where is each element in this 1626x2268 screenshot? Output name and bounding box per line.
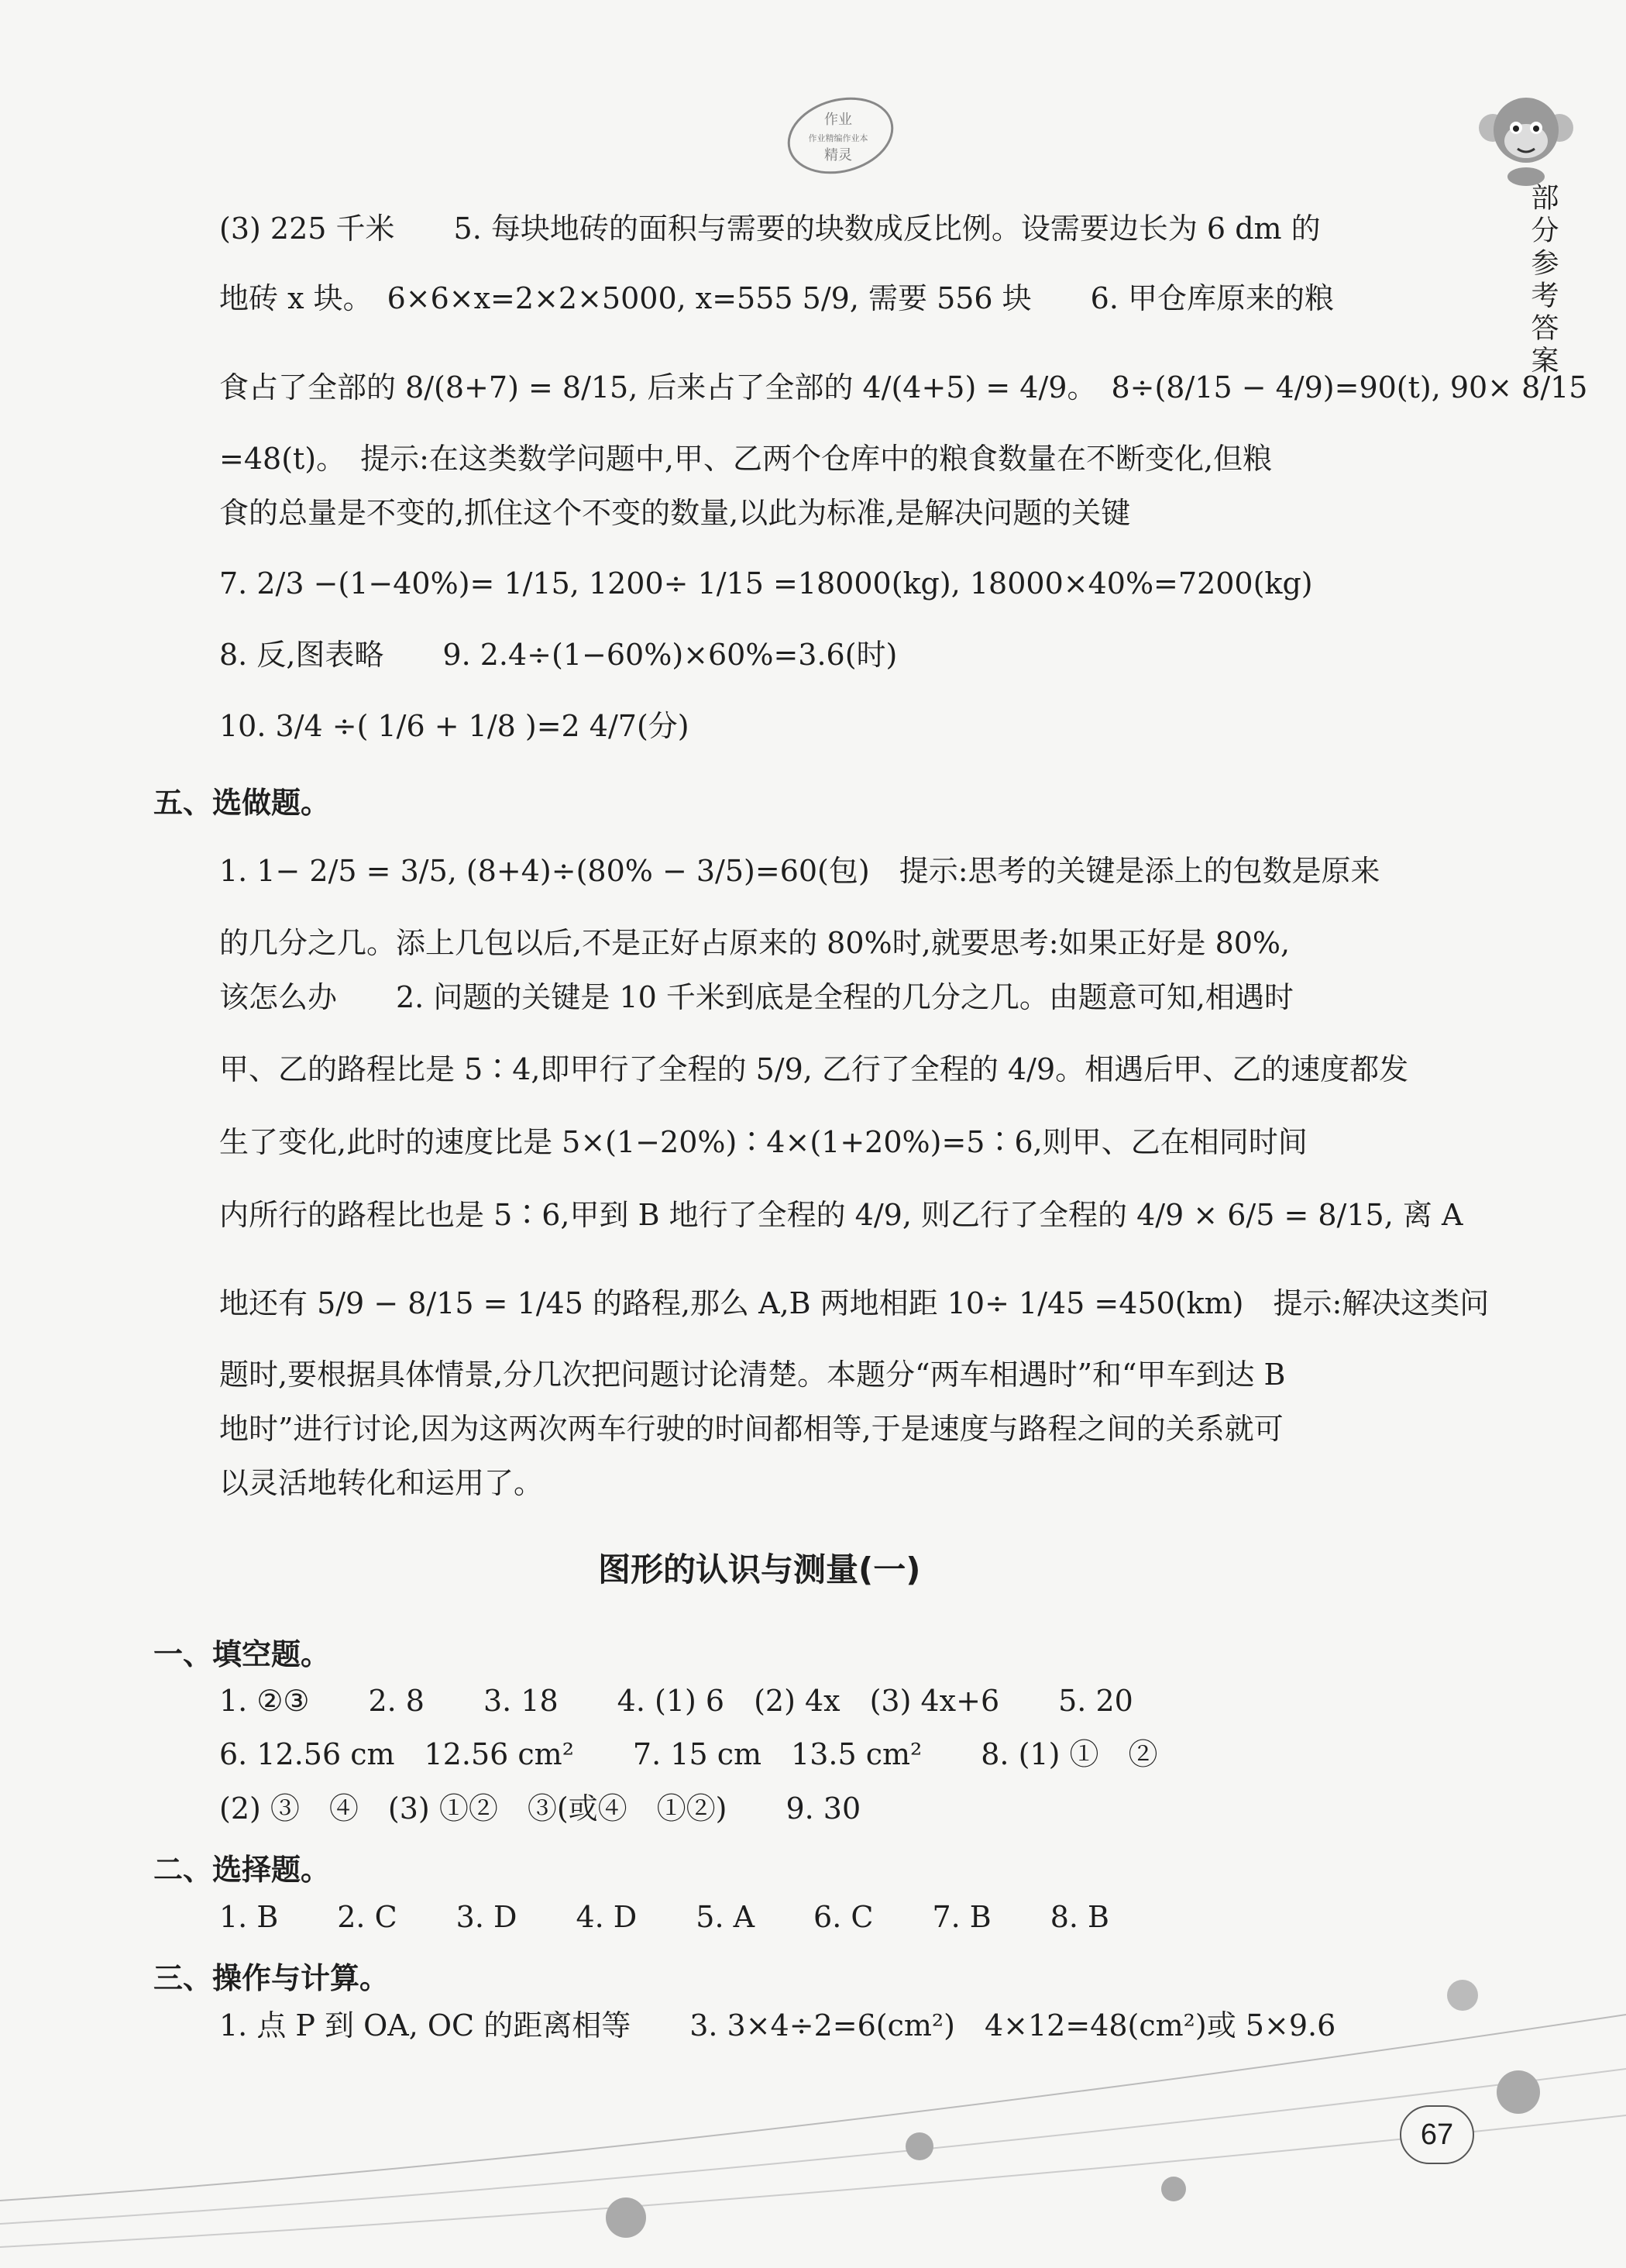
- section-heading: 三、操作与计算。: [153, 1961, 390, 1995]
- text-line: 1. B 2. C 3. D 4. D 5. A 6. C 7. B 8. B: [219, 1900, 1109, 1934]
- text-line: 地砖 x 块。 6×6×x=2×2×5000, x=555 5/9, 需要 556 块 6. 甲仓库原来的粮: [219, 281, 1335, 315]
- text-line: 6. 12.56 cm 12.56 cm² 7. 15 cm 13.5 cm² 8. (1) ① ②: [219, 1737, 1158, 1771]
- text-line: 内所行的路程比也是 5∶6,甲到 B 地行了全程的 4/9, 则乙行了全程的 4/9 × 6/5 = 8/15, 离 A: [219, 1198, 1463, 1232]
- stamp-bottom: 精灵: [824, 147, 852, 163]
- text-line: 8. 反,图表略 9. 2.4÷(1−60%)×60%=3.6(时): [219, 638, 898, 672]
- stamp-top: 作业: [824, 112, 852, 128]
- text-line: 该怎么办 2. 问题的关键是 10 千米到底是全程的几分之几。由题意可知,相遇时: [219, 980, 1294, 1014]
- page-number: 67: [1400, 2105, 1474, 2164]
- text-line: 题时,要根据具体情景,分几次把问题讨论清楚。本题分“两车相遇时”和“甲车到达 B: [219, 1358, 1286, 1392]
- section-heading: 二、选择题。: [153, 1853, 331, 1887]
- stamp-middle: 作业精编作业本: [808, 133, 868, 143]
- stamp-logo: [782, 93, 899, 178]
- text-line: 1. 点 P 到 OA, OC 的距离相等 3. 3×4÷2=6(cm²) 4×12=48(cm²)或 5×9.6: [219, 2008, 1336, 2043]
- text-line: 地时”进行讨论,因为这两次两车行驶的时间都相等,于是速度与路程之间的关系就可: [219, 1412, 1284, 1446]
- text-line: 食的总量是不变的,抓住这个不变的数量,以此为标准,是解决问题的关键: [219, 496, 1131, 530]
- text-line: 生了变化,此时的速度比是 5×(1−20%)∶4×(1+20%)=5∶6,则甲、乙在相同时间: [219, 1125, 1308, 1159]
- side-label: 部分参考答案: [1527, 183, 1559, 378]
- text-line: (2) ③ ④ (3) ①② ③(或④ ①②) 9. 30: [219, 1791, 861, 1826]
- text-line: 食占了全部的 8/(8+7) = 8/15, 后来占了全部的 4/(4+5) = 4/9。 8÷(8/15 − 4/9)=90(t), 90× 8/15: [219, 370, 1588, 404]
- monkey-mascot-icon: [1468, 85, 1584, 186]
- section-heading: 五、选做题。: [153, 786, 331, 820]
- text-line: 10. 3/4 ÷( 1/6 + 1/8 )=2 4/7(分): [219, 709, 689, 743]
- text-line: 以灵活地转化和运用了。: [219, 1466, 544, 1500]
- section-heading: 一、填空题。: [153, 1637, 331, 1671]
- text-line: 甲、乙的路程比是 5∶4,即甲行了全程的 5/9, 乙行了全程的 4/9。相遇后甲、乙的速度都发: [219, 1052, 1409, 1086]
- text-line: 7. 2/3 −(1−40%)= 1/15, 1200÷ 1/15 =18000(kg), 18000×40%=7200(kg): [219, 566, 1313, 601]
- text-line: 的几分之几。添上几包以后,不是正好占原来的 80%时,就要思考:如果正好是 80%,: [219, 926, 1291, 960]
- text-line: 1. ②③ 2. 8 3. 18 4. (1) 6 (2) 4x (3) 4x+6 5. 20: [219, 1684, 1133, 1718]
- text-line: =48(t)。 提示:在这类数学问题中,甲、乙两个仓库中的粮食数量在不断变化,但粮: [219, 442, 1273, 476]
- text-line: (3) 225 千米 5. 每块地砖的面积与需要的块数成反比例。设需要边长为 6 dm 的: [219, 212, 1321, 246]
- text-line: 1. 1− 2/5 = 3/5, (8+4)÷(80% − 3/5)=60(包) 提示:思考的关键是添上的包数是原来: [219, 854, 1380, 888]
- chapter-title: 图形的认识与测量(一): [598, 1550, 921, 1588]
- text-line: 地还有 5/9 − 8/15 = 1/45 的路程,那么 A,B 两地相距 10÷ 1/45 =450(km) 提示:解决这类问: [219, 1286, 1490, 1320]
- footer-decoration: [0, 1922, 1626, 2268]
